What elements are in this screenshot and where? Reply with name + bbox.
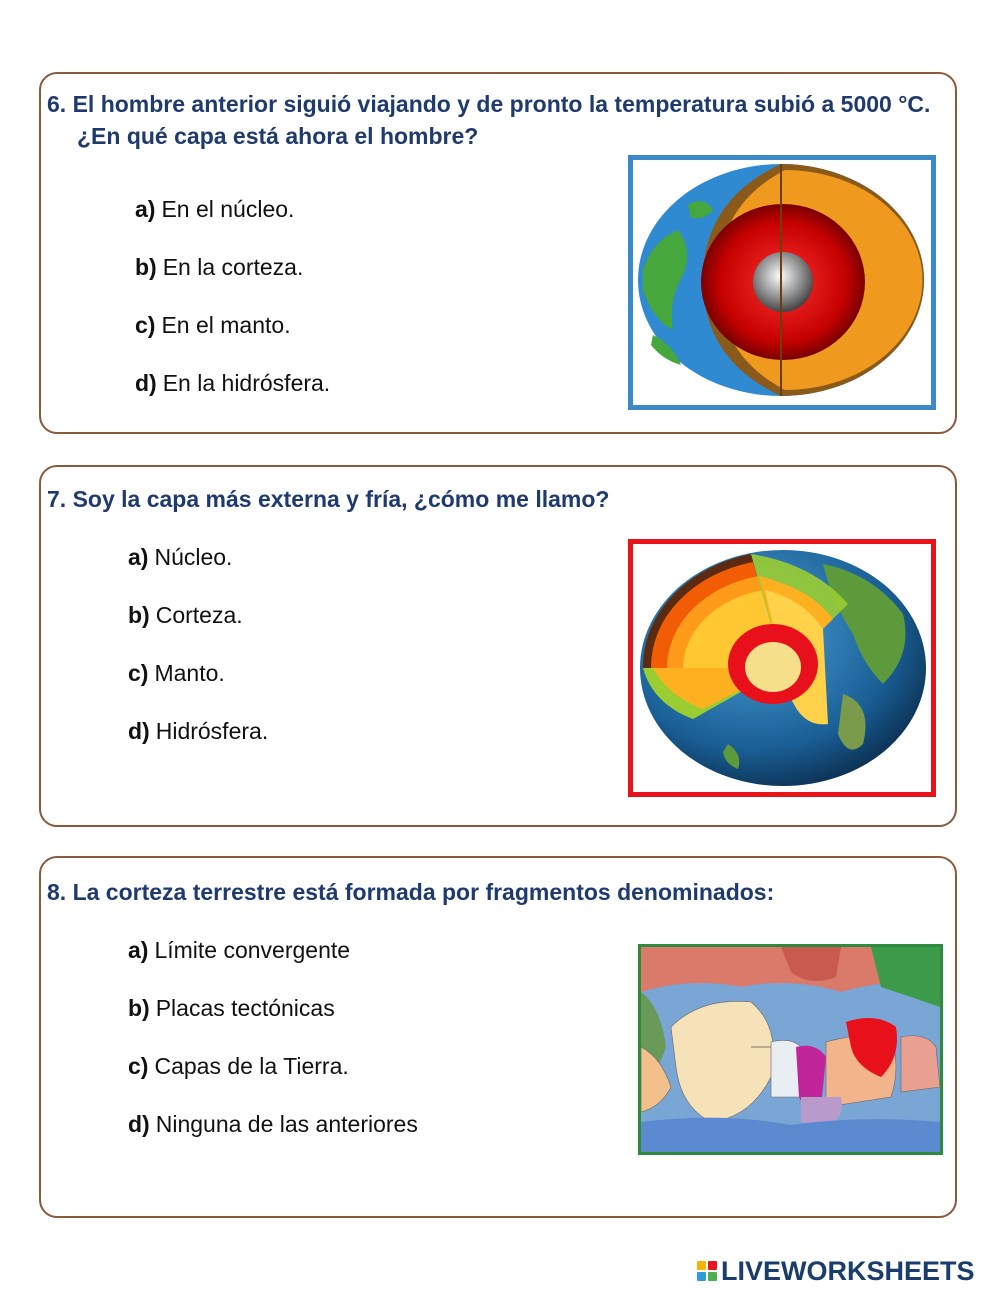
option-letter: d)	[128, 1111, 150, 1137]
option-d[interactable]	[128, 1111, 418, 1138]
option-d[interactable]	[135, 370, 330, 397]
option-text: Límite convergente	[154, 937, 351, 963]
option-text: Corteza.	[155, 602, 243, 628]
option-c[interactable]	[128, 660, 225, 687]
option-text: En el manto.	[161, 312, 291, 338]
option-letter: a)	[128, 544, 149, 570]
liveworksheets-logo	[697, 1254, 975, 1288]
tectonic-plates-map	[641, 947, 940, 1152]
option-letter: c)	[128, 1053, 149, 1079]
question-text: 8. La corteza terrestre está formada por fragmentos denominados:	[47, 879, 775, 905]
option-text: Núcleo.	[154, 544, 233, 570]
option-text: En la hidrósfera.	[162, 370, 331, 396]
option-letter: d)	[128, 718, 150, 744]
option-text: Placas tectónicas	[155, 995, 335, 1021]
option-text: En el núcleo.	[161, 196, 295, 222]
option-b[interactable]	[128, 995, 335, 1022]
option-letter: b)	[135, 254, 157, 280]
option-b[interactable]	[135, 254, 303, 281]
option-text: Hidrósfera.	[155, 718, 269, 744]
earth-layers-image	[628, 155, 936, 410]
option-text: Manto.	[154, 660, 225, 686]
option-letter: d)	[135, 370, 157, 396]
option-a[interactable]	[128, 544, 232, 571]
earth-layers-illustration	[633, 160, 931, 405]
option-c[interactable]	[128, 1053, 349, 1080]
option-letter: c)	[128, 660, 149, 686]
question-card-8	[39, 856, 957, 1218]
option-text: En la corteza.	[162, 254, 304, 280]
option-letter: c)	[135, 312, 156, 338]
earth-globe-image	[628, 539, 936, 797]
option-d[interactable]	[128, 718, 268, 745]
option-b[interactable]	[128, 602, 243, 629]
question-card-7	[39, 465, 957, 827]
option-text: Ninguna de las anteriores	[155, 1111, 418, 1137]
option-letter: a)	[135, 196, 156, 222]
option-letter: a)	[128, 937, 149, 963]
question-text: 7. Soy la capa más externa y fría, ¿cómo me llamo?	[47, 486, 610, 512]
tectonic-plates-map-image	[638, 944, 943, 1155]
question-text: 6. El hombre anterior siguió viajando y de pronto la temperatura subió a 5000 °C. ¿En qué capa está ahora el hombre?	[47, 91, 931, 149]
logo-text: LIVEWORKSHEETS	[721, 1255, 975, 1286]
option-c[interactable]	[135, 312, 291, 339]
option-letter: b)	[128, 995, 150, 1021]
logo-blocks-icon	[697, 1261, 717, 1281]
question-card-6	[39, 72, 957, 434]
option-a[interactable]	[128, 937, 350, 964]
option-a[interactable]	[135, 196, 294, 223]
earth-globe-illustration	[633, 544, 931, 792]
option-text: Capas de la Tierra.	[154, 1053, 349, 1079]
option-letter: b)	[128, 602, 150, 628]
